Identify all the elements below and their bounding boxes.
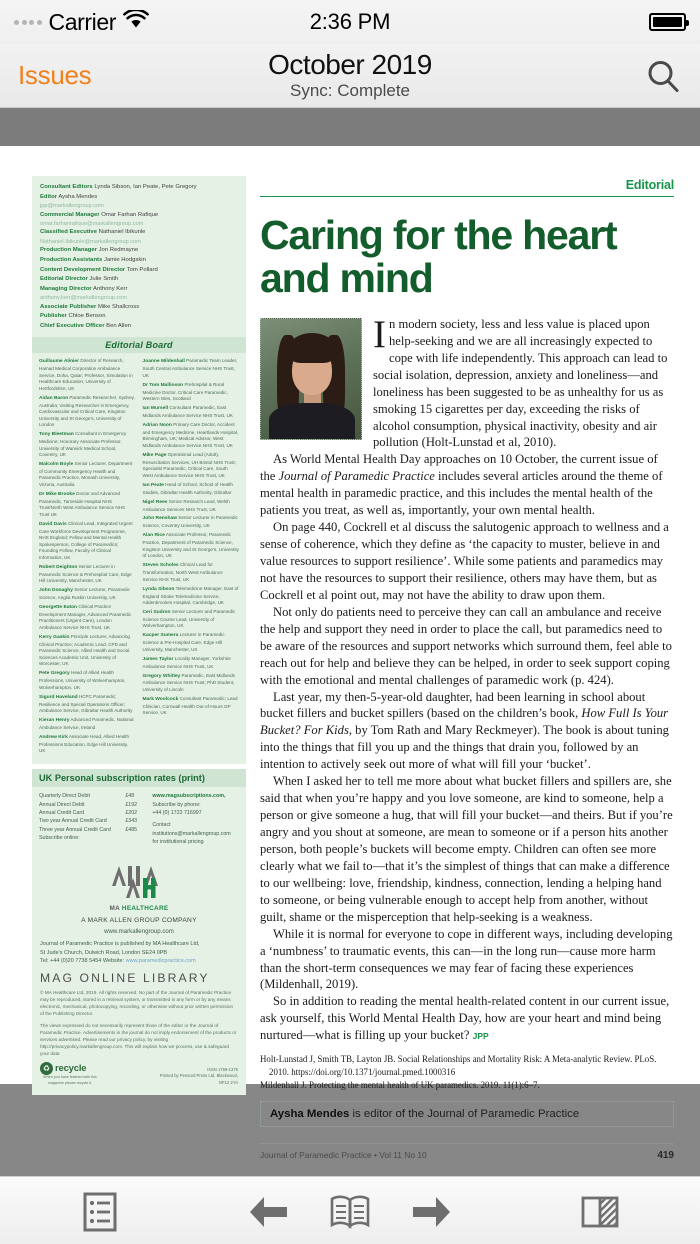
subscription-contact xyxy=(152,792,239,846)
arrow-left-icon xyxy=(247,1195,289,1229)
page-navigation-group xyxy=(200,1194,500,1230)
author-name: Aysha Mendes xyxy=(270,1108,350,1121)
masthead-role-line: Chief Executive Officer Ben Allen xyxy=(40,322,132,329)
masthead-role-line: Production Assistants Jamie Hodgskin xyxy=(40,256,146,263)
masthead-role-line: Publisher Chloe Benson xyxy=(40,313,106,320)
reading-mode-button[interactable] xyxy=(329,1194,371,1230)
recycle-icon: ♻ recycle xyxy=(40,1062,100,1075)
masthead-roles xyxy=(32,176,246,337)
sync-status-label: Sync: Complete xyxy=(290,81,410,101)
subscriptions-website-link[interactable]: www.magsubscriptions.com, xyxy=(152,793,226,800)
contents-list-icon xyxy=(82,1192,118,1232)
masthead-role-line: Editor Aysha Mendes xyxy=(40,193,98,200)
recycle-note: When you have finished with this magazine please recycle it. xyxy=(43,1075,97,1085)
status-bar-right xyxy=(649,13,686,31)
masthead-role-line: Production Manager Jon Redmayne xyxy=(40,247,139,254)
editorial-board-member: Sigurd Haveland HCPC Paramedic; Resilience and Special Operations Officer; Ambulance Service, Gibraltar Health Authority xyxy=(39,693,133,714)
article-paragraph: While it is normal for everyone to cope in different ways, including developing a ‘numbness’ to traumatic events, this can—in the long run—cause more harm than the short-term consequences we may fear of facing these experiences (Mildenhall, 2019). xyxy=(260,926,673,992)
editorial-board-member: Lynda Sibson Telemedicine Manager, East of England Stroke Telemedicine Service, Addenbrookes Hospital, Cambridge, UK xyxy=(142,585,239,606)
masthead-role-line: Editorial Director Julie Smith xyxy=(40,276,119,283)
disclaimer-notice: The views expressed do not necessarily represent those of the editor or the Journal of Paramedic Practice. Advertisements in the journal do not imply endorsement of the products or services advertised. Please read our privacy policy, by visiting http://privacypolicy.markallengroup.com. This will explain how we process, use & safeguard your data xyxy=(40,1023,237,1057)
subscription-rate-list xyxy=(39,792,147,846)
search-button[interactable] xyxy=(644,57,682,95)
editorial-board-member: Ian Mursell Consultant Paramedic, East Midlands Ambulance Service NHS Trust, UK xyxy=(142,405,233,419)
masthead-email[interactable]: omar.farhanrafique@markallengroup.com xyxy=(40,221,144,228)
section-kicker: Editorial xyxy=(625,178,674,192)
masthead-sidebar xyxy=(32,176,246,1161)
contact-label: Contact xyxy=(152,822,171,829)
masthead-role-line: Consultant Editors Lynda Sibson, Ian Peate, Pete Gregory xyxy=(40,184,197,190)
editorial-board-member: Kieran Henry Advanced Paramedic, National Ambulance Service, Ireland xyxy=(39,717,134,730)
editorial-board-member: Dr Mike Brooke Doctor and Advanced Paramedic, Tameside Hospital NHS Trust/North West Ambulance Service NHS Trust UK xyxy=(39,490,126,517)
article-paragraph: So in addition to reading the mental health-related content in our current issue, ask yourself, this World Mental Health Day, how are your heart and mind being nurtured—what is filling up your bucket? JPP xyxy=(260,994,670,1043)
journal-footer-label: Journal of Paramedic Practice • Vol 11 No 10 xyxy=(260,1150,427,1161)
editorial-board-member: Joanne Mildenhall Paramedic Team Leader, South Central Ambulance Service NHS Trust, UK xyxy=(142,358,238,378)
subscribe-phone-label: Subscribe by phone: xyxy=(152,801,201,808)
author-portrait xyxy=(260,318,362,440)
article-headline: Caring for the heart and mind xyxy=(260,212,617,302)
editorial-board-heading: Editorial Board xyxy=(32,337,246,353)
clock-label: 2:36 PM xyxy=(309,9,391,34)
article-paragraph: When I asked her to tell me more about what bucket fillers and spillers are, she said that when you’re happy and you love someone, are kind to someone, help a person or give someone a hug, that will fill your bucket—and theirs. But if you’re angry and you shout at someone, are mean to someone or if a person hits another person, both people’s buckets will become empty. Children can often see more clearly what we fail to—that it’s the simplest of things that can make a difference to our wellbeing: love, friendship, kindness, connection, lending a helping hand to someone, or being vulnerable enough to accept help from another, without guilt, shame or the misperception that help-seeking is a weakness. xyxy=(260,774,673,924)
editorial-board-member: Mark Woolcock Consultant Paramedic; Lead Clinician, Cornwall Health Out-of-Hours GP Service, UK xyxy=(142,695,238,716)
paramedic-practice-link[interactable]: www.paramedicpractice.com xyxy=(125,958,196,965)
contents-button[interactable] xyxy=(0,1192,200,1232)
bottom-toolbar xyxy=(0,1176,700,1244)
masthead-email[interactable]: anthony.kerr@markallengroup.com xyxy=(40,295,128,302)
editorial-board-member: Pete Gregory Head of Allied Health Professions, University of Wolverhampton, Wolverhampton, UK xyxy=(39,670,126,690)
navigation-bar xyxy=(0,44,700,108)
editorial-board-member: Gregory Whitley Paramedic, East Midlands Ambulance Service NHS Trust; PhD Student, University of Lincoln xyxy=(142,672,235,692)
author-byline xyxy=(270,1108,664,1120)
status-bar xyxy=(0,0,700,44)
masthead-role-line: Content Development Director Tom Pollard xyxy=(40,266,158,273)
editorial-board-column-right xyxy=(143,358,240,757)
editorial-board-member: Ceri Sudron Senior Lecturer and Paramedic Science Course Lead, University of Wolverhampton, UK xyxy=(142,608,236,629)
masthead-role-line: Commercial Manager Omar Farhan Rafique xyxy=(40,211,159,218)
editorial-board-member: Andrew Kirk Associate Head, Allied Health Professions Education, Edge Hill University, UK xyxy=(39,733,130,754)
mark-allen-group-url[interactable]: www.markallengroup.com xyxy=(104,928,174,936)
editorial-board-member: Adrian Noon Primary Care Doctor, Accident and Emergency Medicine, Heartlands Hospital, Birmingham, UK; Medical Advisor, West Midlands Ambulance Service NHS Trust, UK xyxy=(142,421,239,448)
reference-item: Holt-Lunstad J, Smith TB, Layton JB. Social Relationships and Mortality Risk: A Meta-analytic Review. PLoS. 2010. https://doi.org/10.1371/journal.pmed.1000316 xyxy=(260,1054,657,1078)
reference-item: Mildenhall J. Protecting the mental health of UK paramedics. 2019. 11(1):6–7. xyxy=(260,1080,540,1091)
editorial-board-body xyxy=(32,353,246,764)
carrier-label: Carrier xyxy=(48,8,116,35)
editorial-board-column-left xyxy=(39,358,136,757)
editorial-board-member: David Davis Clinical Lead, Integrated Urgent Care Workforce Development Programme, NHS England; Fellow and Mental Health Spokesperson, College of Paramedics; Founding Fellow, Faculty of Clinical Informatics, UK xyxy=(39,520,133,560)
editorial-board-member: Dr Tom Mallinson Prehospital & Rural Medicine Doctor, Critical Care Paramedic, Western Isles, Scotland xyxy=(142,381,228,402)
editorial-board-member: Steven Scholes Clinical Lead for Transformation, North West Ambulance Service NHS Trust, UK xyxy=(142,562,223,582)
ma-healthcare-wordmark: MA HEALTHCARE xyxy=(109,905,169,913)
subscription-rate-row: Three year Annual Credit Card £485 xyxy=(39,826,138,833)
ma-healthcare-logo xyxy=(110,864,168,903)
editorial-board-member: Alan Rice Associate Professor, Paramedic Practice, Department of Paramedic Science, Kingston University and St George’s, University of London, UK xyxy=(142,532,239,559)
editorial-board-member: Aidan Baron Paramedic Researcher, Sydney, Australia; Visiting Researcher in Emergency, Cardiovascular and Critical Care, Kingston University and St George’s, University of London xyxy=(39,394,135,428)
drop-cap: I xyxy=(373,312,386,356)
editorial-board-member: Malcolm Boyle Senior Lecturer, Department of Community Emergency Health and Paramedic Practice, Monash University, Victoria, Australia xyxy=(39,461,133,487)
page-layout-button[interactable] xyxy=(500,1194,700,1230)
arrow-right-icon xyxy=(411,1195,453,1229)
article-paragraph: On page 440, Cockrell et al discuss the salutogenic approach to wellness and a sense of coherence, which they define as ‘the capacity to muster, believe in and value resources to support resilience’. While some patients and paramedics may not have the resources to support their resilience, others may have them, but as Cockrell et al point out, may not have the ability to draw upon them. xyxy=(260,520,669,602)
back-to-issues-button[interactable]: Issues xyxy=(18,60,92,90)
editorial-board-member: Kacper Sumera Lecturer in Paramedic Science & Pre-Hospital Care, Edge Hill University, Manchester, UK xyxy=(142,632,225,652)
author-byline-box xyxy=(260,1101,674,1127)
masthead-role-line: Managing Director Anthony Kerr xyxy=(40,285,128,292)
next-page-button[interactable] xyxy=(411,1195,453,1229)
page-footer xyxy=(260,1143,674,1161)
reference-list xyxy=(260,1053,674,1092)
institutional-pricing-note: for institutional pricing xyxy=(152,839,204,846)
publisher-address: Journal of Paramedic Practice is published by MA Healthcare Ltd, St Jude’s Church, Dulwich Road, London SE24 0PB Tel: +44 (0)20 7738 5454 Website: www.paramedicpractice.com xyxy=(40,941,200,965)
editorial-board-member: Nigel Rees Senior Research Lead, Welsh Ambulance Services NHS Trust, UK xyxy=(142,498,230,512)
masthead-email[interactable]: Nathaniel.Ibikunle@markallengroup.com xyxy=(40,239,141,246)
editorial-board-member: John Donaghy Senior Lecturer, Paramedic Science, Anglia Ruskin University, UK xyxy=(39,587,130,601)
article-paragraph: In modern society, less and less value is placed upon help-seeking and we are all increasingly expected to cope with life independently. This approach can lead to social isolation, depression, anxiety and loneliness—and loneliness has been suggested to be as unhealthy for us as smoking 15 cigarettes per day, exceeding the risks of alcohol consumption, physical inactivity, obesity and air pollution (Holt-Lunstad et al, 2010). xyxy=(373,312,668,450)
editorial-board-member: Kerry Gaskin Principle Lecturer, Advancing Clinical Practice; Academic Lead, CPD and Paramedic Science, Allied Health and Social Sciences Academic Unit, University of Worcester, UK xyxy=(39,633,130,667)
subscription-heading: UK Personal subscription rates (print) xyxy=(32,769,246,787)
recycle-row xyxy=(40,1062,238,1086)
masthead-email[interactable]: jpp@markallengroup.com xyxy=(40,203,104,210)
masthead-role-line: Associate Publisher Mike Shallcross xyxy=(40,303,140,310)
journal-page xyxy=(32,176,674,1161)
publisher-imprint xyxy=(32,853,246,1095)
editorial-board-member: Robert Deighton Senior Lecturer in Paramedic Science & Prehospital Care, Edge Hill University, Manchester, UK xyxy=(39,563,132,584)
author-role: is editor of the Journal of Paramedic Practice xyxy=(349,1108,580,1121)
editorial-board-member: Tony Bleetman Consultant in Emergency Medicine; Honorary Associate Professor, University of Warwick Medical School, Coventry, UK xyxy=(39,431,127,458)
recycle-block xyxy=(40,1062,100,1086)
article-paragraph: As World Mental Health Day approaches on 10 October, the current issue of the Journal of Paramedic Practice includes several articles around the theme of mental health in paramedic practice, and this includes the mental health of the patients you treat, as well as, importantly, your own mental health. xyxy=(260,452,663,518)
subscription-rate-row: Subscribe online: xyxy=(39,835,80,842)
page-number: 419 xyxy=(657,1150,674,1162)
section-kicker-row xyxy=(260,176,674,194)
mark-allen-group-line: A MARK ALLEN GROUP COMPANY xyxy=(81,917,197,925)
nav-title-group xyxy=(0,50,700,101)
copyright-notice: © MA Healthcare Ltd, 2019. All rights reserved. No part of the Journal of Paramedic Practice may be reproduced, stored in a retrieval system, or transmitted in any form or by any means electronic, mechanical, photocopying, recording, or otherwise without prior written permission of the Publishing Director. xyxy=(40,989,234,1017)
article-column xyxy=(260,176,674,1161)
previous-page-button[interactable] xyxy=(247,1195,289,1229)
editorial-board-member: Guillaume Alinier Director of Research, Hamad Medical Corporation Ambulance Service, Doha, Qatar; Professor, Simulation in Healthcare Education, University of Hertfordshire, UK xyxy=(39,358,133,391)
battery-full-icon xyxy=(649,13,686,31)
open-book-icon xyxy=(329,1194,371,1230)
editorial-board-member: Mike Page Operational Lead (Adult), Resuscitation Services, UH Bristol NHS Trust; Specialist Paramedic, Critical Care, South West Ambulance Service NHS Trust, UK xyxy=(142,451,236,478)
subscription-rate-row: Annual Credit Card £202 xyxy=(39,809,138,816)
top-grey-band xyxy=(0,108,700,146)
subscription-body xyxy=(32,787,246,853)
contact-email[interactable]: institutions@markallengroup.com xyxy=(152,830,231,837)
subscription-rate-row: Annual Direct Debit £192 xyxy=(39,801,138,808)
kicker-rule xyxy=(260,196,674,197)
subscription-rate-row: Two year Annual Credit Card £343 xyxy=(39,818,138,825)
search-icon xyxy=(644,57,682,95)
mag-online-library-wordmark: MAG ONLINE LIBRARY xyxy=(40,970,210,985)
editorial-board-member: Georgette Eaton Clinical Practice Development Manager, Advanced Paramedic Practitioners (Urgent Care), London Ambulance Service NHS Trust, UK xyxy=(39,603,132,630)
masthead-role-line: Classified Executive Nathaniel Ibikunle xyxy=(40,229,146,236)
issn-block: ISSN 1759-1376 Printed by Pensord Press Ltd, Blackwood, NP12 2YA xyxy=(159,1067,238,1085)
article-paragraph: Not only do patients need to perceive they can call an ambulance and receive the help and support they need in order to place the call, but paramedics need to be aware of the resources and support networks which surround them, feel able to reach out for help and believe they can be helped, in order to seek support coping with the emotional and mental challenges of paramedic work (p. 424). xyxy=(260,604,672,687)
page-layout-icon xyxy=(580,1194,620,1230)
subscription-rate-row: Quarterly Direct Debit £48 xyxy=(39,793,135,800)
subscribe-phone-number: +44 (0) 1722 716997 xyxy=(152,809,202,816)
end-mark: JPP xyxy=(472,1031,489,1042)
article-body xyxy=(260,312,674,1044)
issue-title: October 2019 xyxy=(268,48,432,80)
editorial-board-member: Ian Peate Head of School, School of Health Studies, Gibraltar Health Authority, Gibraltar xyxy=(142,481,233,495)
article-paragraph: Last year, my then-5-year-old daughter, had been learning in school about bucket fillers and bucket spillers (based on the children’s book, How Full Is Your Bucket? For Kids, by Tom Rath and Mary Reckmeyer). The book is about tuning into the things that fill you up and the things that drain you, followed by an intention to actively seek out more of what will fill your ‘bucket’. xyxy=(260,689,669,772)
page-viewer[interactable] xyxy=(0,146,700,1162)
editorial-board-member: John Renshaw Senior Lecturer in Paramedic Science, Coventry University, UK xyxy=(142,515,238,529)
editorial-board-member: James Taylor Locality Manager, Yorkshire Ambulance Service NHS Trust, UK xyxy=(142,655,231,669)
